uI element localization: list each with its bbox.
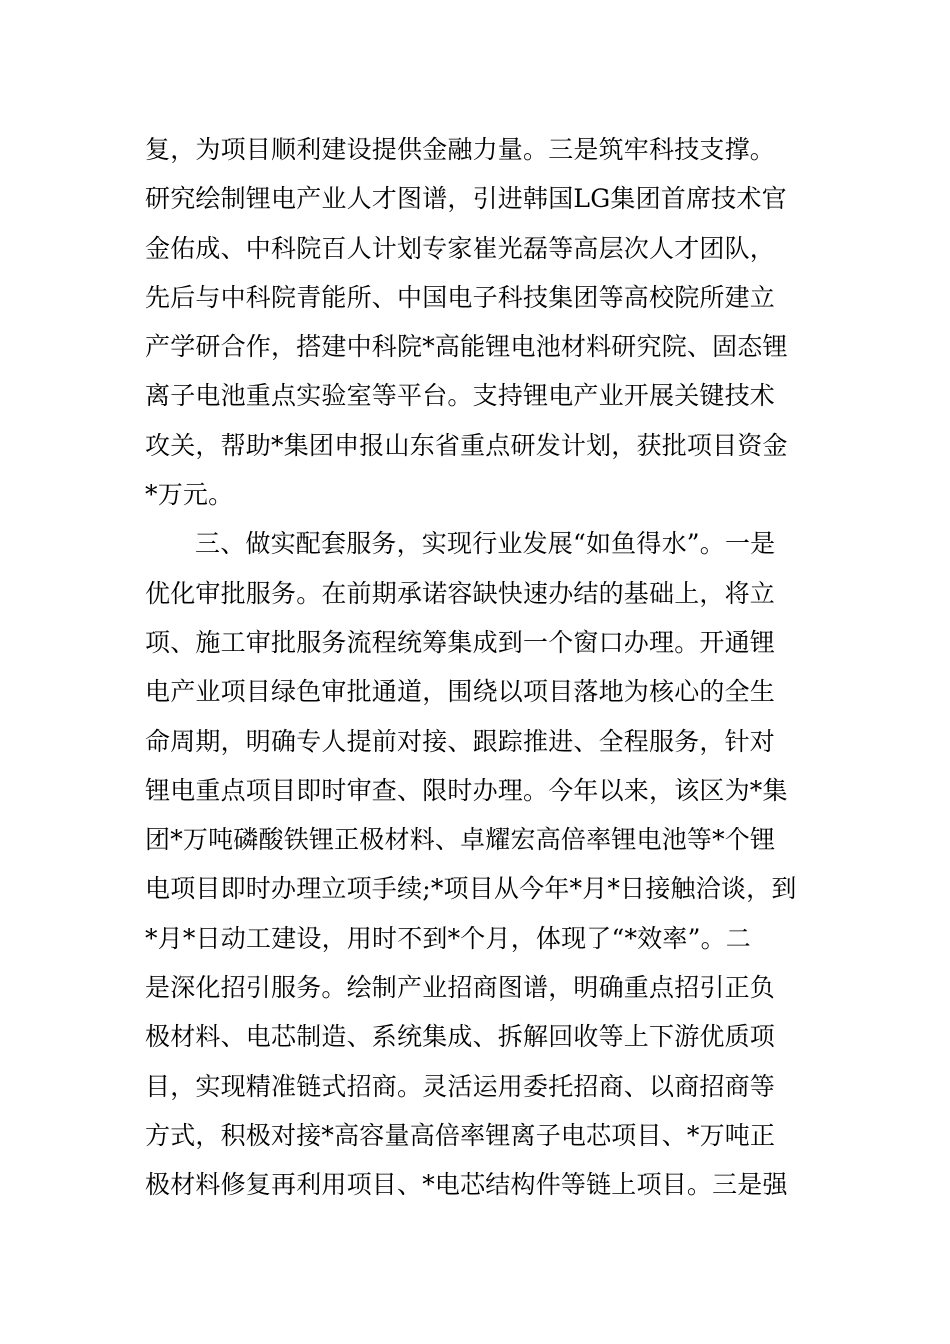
text-line: 极材料修复再利用项目、*电芯结构件等链上项目。三是强 — [145, 1170, 788, 1200]
text-line: 电项目即时办理立项手续;*项目从今年*月*日接触洽谈，到 — [145, 874, 797, 904]
body-text — [145, 125, 815, 1210]
text-line: *万元。 — [145, 480, 234, 510]
text-line: 是深化招引服务。绘制产业招商图谱，明确重点招引正负 — [145, 973, 776, 1003]
text-line: 金佑成、中科院百人计划专家崔光磊等高层次人才团队， — [145, 233, 776, 263]
text-line: 研究绘制锂电产业人才图谱，引进韩国LG集团首席技术官 — [145, 184, 787, 214]
text-line: 锂电重点项目即时审查、限时办理。今年以来，该区为*集 — [145, 775, 788, 805]
text-line: 先后与中科院青能所、中国电子科技集团等高校院所建立 — [145, 282, 776, 312]
text-line: 方式，积极对接*高容量高倍率锂离子电芯项目、*万吨正 — [145, 1120, 776, 1150]
text-line: 团*万吨磷酸铁锂正极材料、卓耀宏高倍率锂电池等*个锂 — [145, 825, 776, 855]
text-line: 极材料、电芯制造、系统集成、拆解回收等上下游优质项 — [145, 1022, 776, 1052]
text-line: 目，实现精准链式招商。灵活运用委托招商、以商招商等 — [145, 1071, 776, 1101]
section-heading-line: 三、做实配套服务，实现行业发展“如鱼得水”。一是 — [195, 529, 776, 559]
text-line: 复，为项目顺利建设提供金融力量。三是筑牢科技支撑。 — [145, 135, 776, 164]
text-line: 产学研合作，搭建中科院*高能锂电池材料研究院、固态锂 — [145, 332, 788, 362]
text-line: 电产业项目绿色审批通道，围绕以项目落地为核心的全生 — [145, 677, 776, 707]
text-line: 攻关，帮助*集团申报山东省重点研发计划，获批项目资金 — [145, 430, 788, 460]
text-line: 离子电池重点实验室等平台。支持锂电产业开展关键技术 — [145, 381, 776, 411]
text-line: *月*日动工建设，用时不到*个月，体现了“*效率”。二 — [145, 923, 751, 953]
text-line: 命周期，明确专人提前对接、跟踪推进、全程服务，针对 — [145, 726, 776, 756]
text-line: 优化审批服务。在前期承诺容缺快速办结的基础上，将立 — [145, 578, 776, 608]
text-line: 项、施工审批服务流程统筹集成到一个窗口办理。开通锂 — [145, 627, 776, 657]
